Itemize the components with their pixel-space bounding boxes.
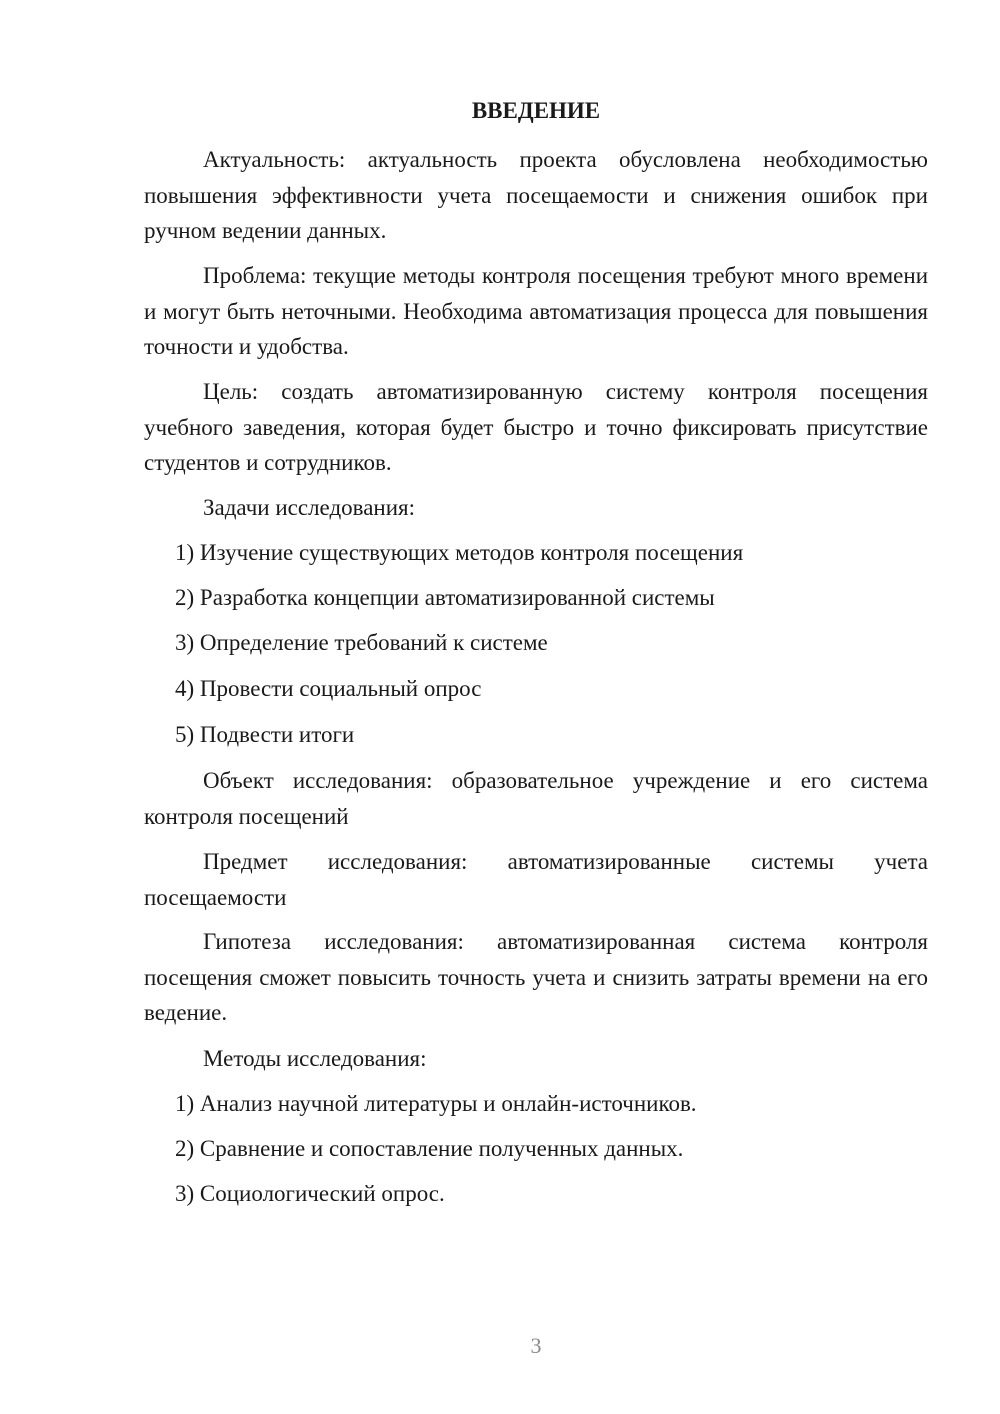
paragraph-object: Объект исследования: образовательное учреждение и его система контроля посещений [144,768,928,829]
paragraph-goal: Цель: создать автоматизированную систему контроля посещения учебного заведения, которая будет быстро и точно фиксировать присутствие студентов и сотрудников. [144,379,928,475]
method-item-3: 3) Социологический опрос. [175,1181,445,1206]
paragraph-subject: Предмет исследования: автоматизированные системы учета посещаемости [144,849,928,910]
tasks-heading: Задачи исследования: [203,495,416,520]
task-item-1: 1) Изучение существующих методов контроля посещения [175,540,744,565]
page-number: 3 [530,1333,542,1358]
task-item-3: 3) Определение требований к системе [175,630,548,655]
task-item-2: 2) Разработка концепции автоматизированной системы [175,585,715,610]
paragraph-relevance: Актуальность: актуальность проекта обусловлена необходимостью повышения эффективности учета посещаемости и снижения ошибок при ручном ведении данных. [144,147,928,243]
task-item-5: 5) Подвести итоги [175,722,355,747]
methods-heading: Методы исследования: [203,1046,427,1071]
paragraph-problem: Проблема: текущие методы контроля посещения требуют много времени и могут быть неточными. Необходима автоматизация процесса для повышения точности и удобства. [144,263,928,359]
method-item-1: 1) Анализ научной литературы и онлайн-источников. [175,1091,697,1116]
page-title: ВВЕДЕНИЕ [471,98,601,123]
task-item-4: 4) Провести социальный опрос [175,676,482,701]
paragraph-hypothesis: Гипотеза исследования: автоматизированная система контроля посещения сможет повысить точность учета и снизить затраты времени на его ведение. [144,929,928,1025]
method-item-2: 2) Сравнение и сопоставление полученных данных. [175,1136,684,1161]
